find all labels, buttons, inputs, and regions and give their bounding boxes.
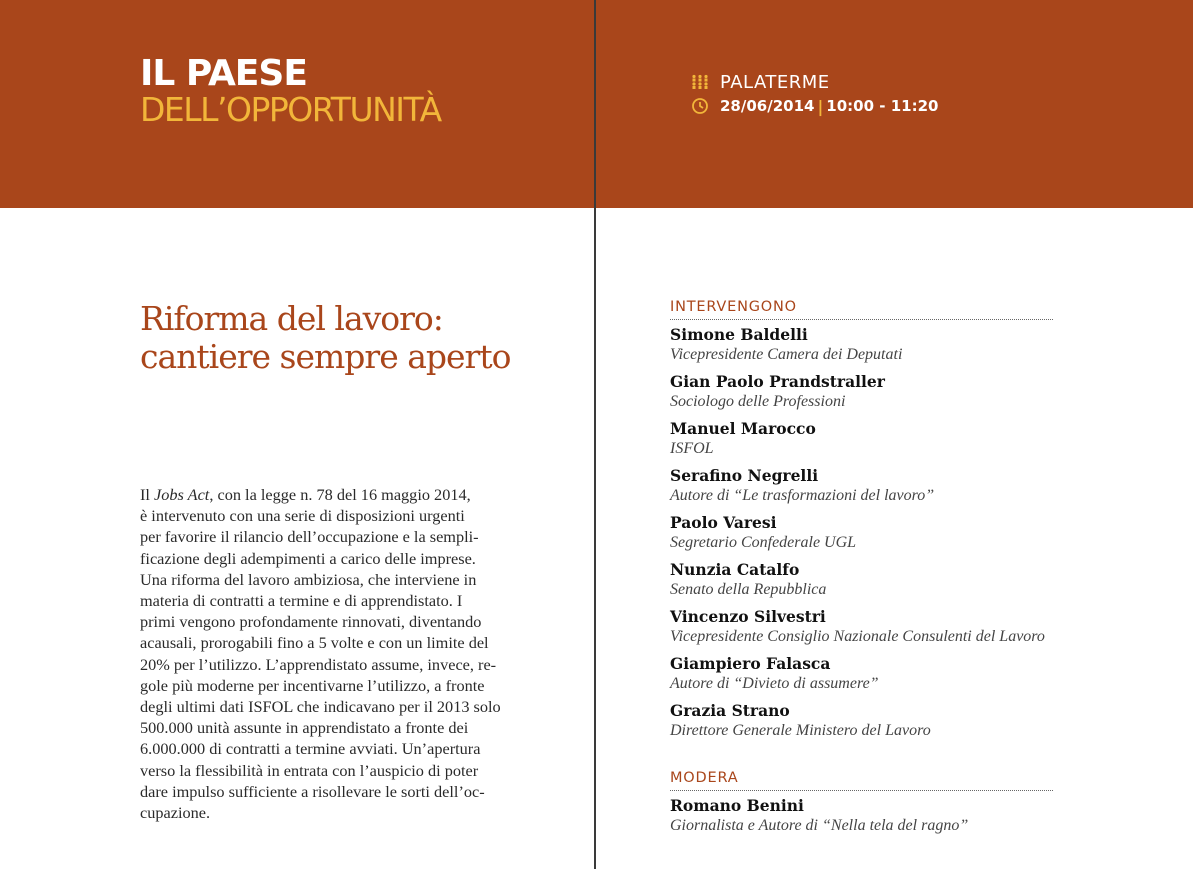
moderator-name: Romano Benini — [670, 796, 804, 815]
speaker-role: Sociologo delle Professioni — [670, 393, 846, 410]
page-title — [140, 300, 560, 376]
event-brand — [140, 53, 441, 129]
crowd-icon — [690, 72, 710, 92]
body-line: dare impulso sufficiente a risollevare le sorti dell’oc- — [140, 781, 485, 801]
speaker-item — [670, 649, 1053, 696]
speaker-item — [670, 696, 1053, 743]
speaker-name: Paolo Varesi — [670, 513, 777, 532]
speaker-name: Serafino Negrelli — [670, 466, 819, 485]
speaker-role: Vicepresidente Camera dei Deputati — [670, 346, 903, 363]
body-line: Una riforma del lavoro ambiziosa, che interviene in — [140, 569, 477, 589]
moderator-section — [670, 770, 1053, 838]
date-time-separator: | — [817, 96, 824, 116]
body-line: materia di contratti a termine e di apprendistato. I — [140, 591, 463, 611]
event-date: 28/06/2014 — [720, 97, 815, 115]
body-line: acausali, prorogabili fino a 5 volte e con un limite del — [140, 633, 489, 653]
body-line — [140, 484, 560, 505]
body-line: 6.000.000 di contratti a termine avviati. Un’apertura — [140, 739, 481, 759]
title-line: cantiere sempre aperto — [140, 337, 511, 376]
speaker-name: Nunzia Catalfo — [670, 560, 800, 579]
body-line: è intervenuto con una serie di disposizioni urgenti — [140, 506, 465, 526]
body-line-end: , con la legge n. 78 del 16 maggio 2014, — [209, 485, 471, 504]
speaker-role: ISFOL — [670, 440, 714, 457]
body-line: verso la flessibilità in entrata con l’auspicio di poter — [140, 760, 479, 780]
body-line: 500.000 unità assunte in apprendistato a fronte dei — [140, 718, 469, 738]
speaker-name: Vincenzo Silvestri — [670, 607, 826, 626]
speaker-item — [670, 602, 1053, 649]
body-line: gole più moderne per incentivarne l’utilizzo, a fronte — [140, 675, 485, 695]
speaker-item — [670, 414, 1053, 461]
speaker-role: Senato della Repubblica — [670, 581, 827, 598]
body-line: per favorire il rilancio dell’occupazione e la sempli- — [140, 527, 479, 547]
speaker-item — [670, 508, 1053, 555]
body-line: ficazione degli adempimenti a carico delle imprese. — [140, 548, 476, 568]
venue-info — [690, 70, 938, 118]
speaker-name: Gian Paolo Prandstraller — [670, 372, 885, 391]
speaker-role: Direttore Generale Ministero del Lavoro — [670, 722, 931, 739]
speaker-name: Grazia Strano — [670, 701, 790, 720]
speaker-item — [670, 461, 1053, 508]
moderator-item — [670, 791, 1053, 838]
jobs-act-emphasis: Jobs Act — [154, 485, 210, 504]
speaker-role: Vicepresidente Consiglio Nazionale Consulenti del Lavoro — [670, 628, 1045, 645]
clock-icon — [690, 96, 710, 116]
venue-name: PALATERME — [720, 71, 830, 93]
moderator-role: Giornalista e Autore di “Nella tela del ragno” — [670, 817, 969, 834]
brand-line-2: DELL’OPPORTUNITÀ — [140, 90, 441, 129]
speaker-role: Segretario Confederale UGL — [670, 534, 857, 551]
body-line: cupazione. — [140, 803, 211, 823]
event-time: 10:00 - 11:20 — [826, 97, 939, 115]
speaker-name: Giampiero Falasca — [670, 654, 831, 673]
description-paragraph — [140, 484, 560, 823]
center-divider — [594, 0, 596, 869]
moderator-heading: MODERA — [670, 770, 1053, 791]
speaker-item — [670, 367, 1053, 414]
title-line: Riforma del lavoro: — [140, 299, 443, 338]
speakers-section — [670, 299, 1053, 743]
speaker-item — [670, 320, 1053, 367]
body-line: primi vengono profondamente rinnovati, diventando — [140, 612, 482, 632]
body-line: 20% per l’utilizzo. L’apprendistato assume, invece, re- — [140, 654, 497, 674]
speakers-heading: INTERVENGONO — [670, 299, 1053, 320]
body-line: degli ultimi dati ISFOL che indicavano per il 2013 solo — [140, 697, 501, 717]
speaker-role: Autore di “Le trasformazioni del lavoro” — [670, 487, 935, 504]
speaker-name: Manuel Marocco — [670, 419, 816, 438]
brand-line-1: IL PAESE — [140, 53, 307, 94]
speaker-item — [670, 555, 1053, 602]
speaker-name: Simone Baldelli — [670, 325, 808, 344]
body-line-start: Il — [140, 485, 155, 504]
speaker-role: Autore di “Divieto di assumere” — [670, 675, 879, 692]
